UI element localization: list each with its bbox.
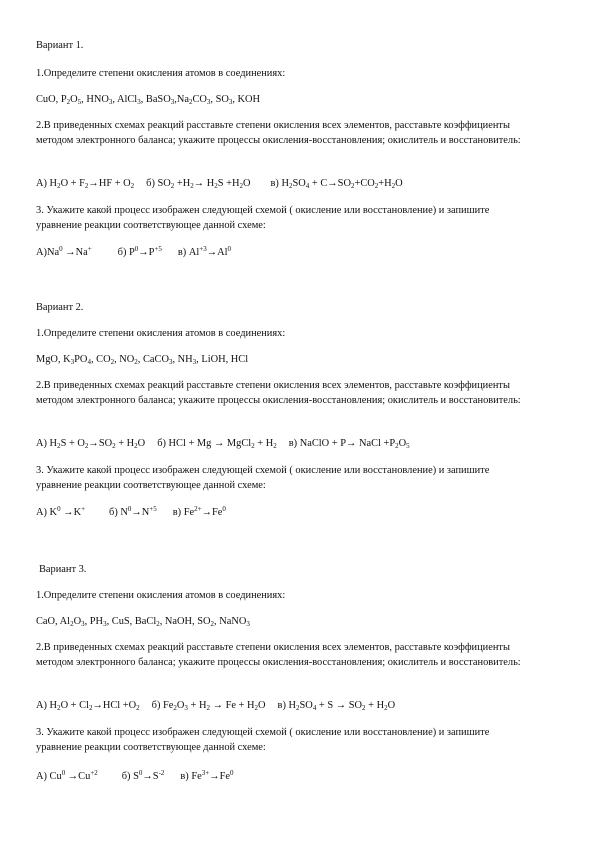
variant-1-reactions: А) $H_2O + F_2\to HF + O_2$ б) $SO_2 +H_2\to H_2S +H_2O$ в) $H_2SO_4 + C\to SO_2+CO_2+H_2O$ xyxy=(36,178,403,190)
variant-1-compounds: CuO, $P_2O_5$, $HNO_3$, AlCl$_3$, $BaSO_3,Na_2CO_3$, $SO_3$, KOH xyxy=(36,94,261,106)
variant-1-title: Вариант 1. xyxy=(36,40,84,51)
variant-3-task-1: 1.Определите степени окисления атомов в соединениях: xyxy=(36,590,286,601)
variant-1-schemes: $А)Na^0 \to Na^+$ б) $P^0\to P^{+5}$ в) $Al^{+3}\to Al^0$ xyxy=(36,245,232,258)
variant-2-task-2: 2.В приведенных схемах реакций расставьте степени окисления всех элементов, расставьте коэффициенты методом электронного баланса; укажите процессы окисления-восстановления; окислитель и восстановитель: xyxy=(36,380,521,406)
variant-3-schemes: А) $Cu^0 \to Cu^{+2}$ б) $S^0\to S^{-2}$ в) $Fe^{3+}\to Fe^0$ xyxy=(36,769,234,782)
variant-1-task-3: 3. Укажите какой процесс изображен следующей схемой ( окисление или восстановление) и запишите уравнение реакции соответствующее данной схеме: xyxy=(36,205,490,231)
variant-3-task-2: 2.В приведенных схемах реакций расставьте степени окисления всех элементов, расставьте коэффициенты методом электронного баланса; укажите процессы окисления-восстановления; окислитель и восстановитель: xyxy=(36,642,521,668)
variant-2-schemes: А) $K^0 \to K^+$ б) $N^0\to N^{+5}$ в) $Fe^{2+}\to Fe^0$ xyxy=(36,505,226,518)
variant-3-reactions: А) $H_2O + Cl_2\to HCl +O_2$ б) $Fe_2O_3 + H_2 \to Fe + H_2O$ в) $H_2SO_4 + S \to SO_2 + H_2O$ xyxy=(36,700,396,712)
variant-3-title: Вариант 3. xyxy=(39,564,87,575)
variant-2-title: Вариант 2. xyxy=(36,302,84,313)
variant-3-task-3: 3. Укажите какой процесс изображен следующей схемой ( окисление или восстановление) и запишите уравнение реакции соответствующее данной схеме: xyxy=(36,727,490,753)
variant-3-compounds: CaO, $Al_2O_3$, $PH_3$, CuS, BaCl$_2$, NaOH, $SO_2$, NaNO$_3$ xyxy=(36,616,250,628)
variant-2-compounds: MgO, $K_3PO_4$, $CO_2$, $NO_2$, CaCO$_3$, $NH_3$, LiOH, HCl xyxy=(36,354,249,366)
variant-2-reactions: А) $H_2S + O_2\to SO_2 + H_2O$ б) HCl + Mg → MgCl$_2$ + $H_2$ в) NaClO + P→ NaCl $+P_2O_5$ xyxy=(36,438,410,450)
variant-1-task-2: 2.В приведенных схемах реакций расставьте степени окисления всех элементов, расставьте коэффициенты методом электронного баланса; укажите процессы окисления-восстановления; окислитель и восстановитель: xyxy=(36,120,521,146)
variant-2-task-3: 3. Укажите какой процесс изображен следующей схемой ( окисление или восстановление) и запишите уравнение реакции соответствующее данной схеме: xyxy=(36,465,490,491)
variant-1-task-1: 1.Определите степени окисления атомов в соединениях: xyxy=(36,68,286,79)
variant-2-task-1: 1.Определите степени окисления атомов в соединениях: xyxy=(36,328,286,339)
